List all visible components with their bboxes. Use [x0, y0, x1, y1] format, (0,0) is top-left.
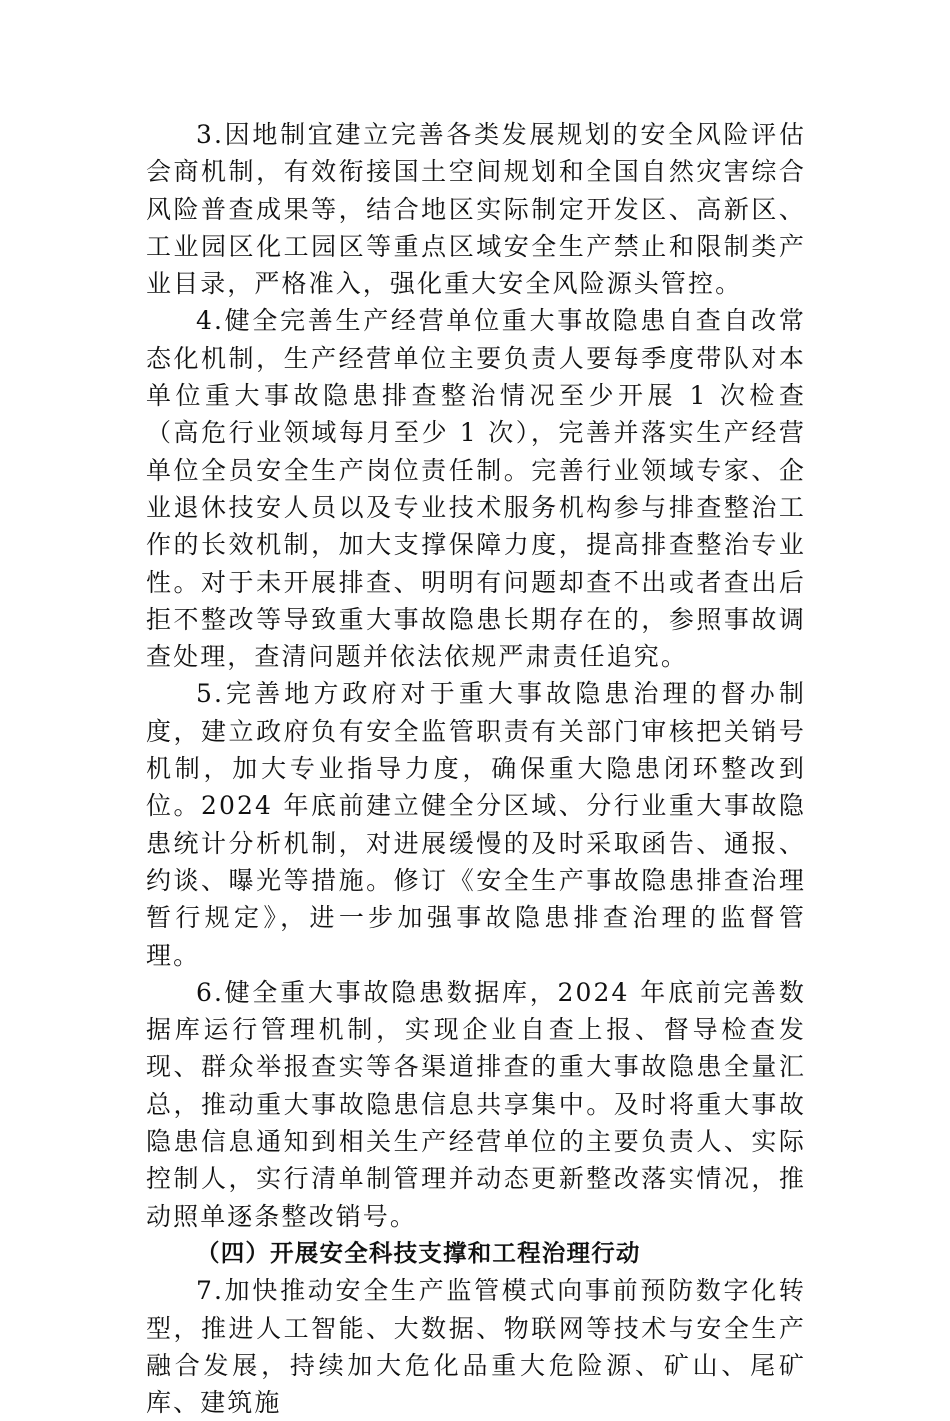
paragraph-item-7: 7.加快推动安全生产监管模式向事前预防数字化转型，推进人工智能、大数据、物联网等技术与安全生产融合发展，持续加大危化品重大危险源、矿山、尾矿库、建筑施	[146, 1276, 806, 1418]
paragraph-item-5: 5.完善地方政府对于重大事故隐患治理的督办制度，建立政府负有安全监管职责有关部门审核把关销号机制，加大专业指导力度，确保重大隐患闭环整改到位。2024 年底前建立健全分区域、分行业重大事故隐患统计分析机制，对进展缓慢的及时采取函告、通报、约谈、曝光等措施。修订《安全生产事故隐患排查治理暂行规定》，进一步加强事故隐患排查治理的监督管理。	[146, 679, 806, 970]
paragraph-item-6: 6.健全重大事故隐患数据库，2024 年底前完善数据库运行管理机制，实现企业自查上报、督导检查发现、群众举报查实等各渠道排查的重大事故隐患全量汇总，推动重大事故隐患信息共享集中。及时将重大事故隐患信息通知到相关生产经营单位的主要负责人、实际控制人，实行清单制管理并动态更新整改落实情况，推动照单逐条整改销号。	[146, 977, 806, 1231]
document-page	[146, 116, 806, 1421]
paragraph-item-3: 3.因地制宜建立完善各类发展规划的安全风险评估会商机制，有效衔接国土空间规划和全国自然灾害综合风险普查成果等，结合地区实际制定开发区、高新区、工业园区化工园区等重点区域安全生产禁止和限制类产业目录，严格准入，强化重大安全风险源头管控。	[146, 120, 806, 299]
paragraph-item-4: 4.健全完善生产经营单位重大事故隐患自查自改常态化机制，生产经营单位主要负责人要每季度带队对本单位重大事故隐患排查整治情况至少开展 1 次检查（高危行业领域每月至少 1 次），完善并落实生产经营单位全员安全生产岗位责任制。完善行业领域专家、企业退休技安人员以及专业技术服务机构参与排查整治工作的长效机制，加大支撑保障力度，提高排查整治专业性。对于未开展排查、明明有问题却查不出或者查出后拒不整改等导致重大事故隐患长期存在的，参照事故调查处理，查清问题并依法依规严肃责任追究。	[146, 306, 806, 672]
section-heading-4: （四）开展安全科技支撑和工程治理行动	[196, 1238, 641, 1267]
